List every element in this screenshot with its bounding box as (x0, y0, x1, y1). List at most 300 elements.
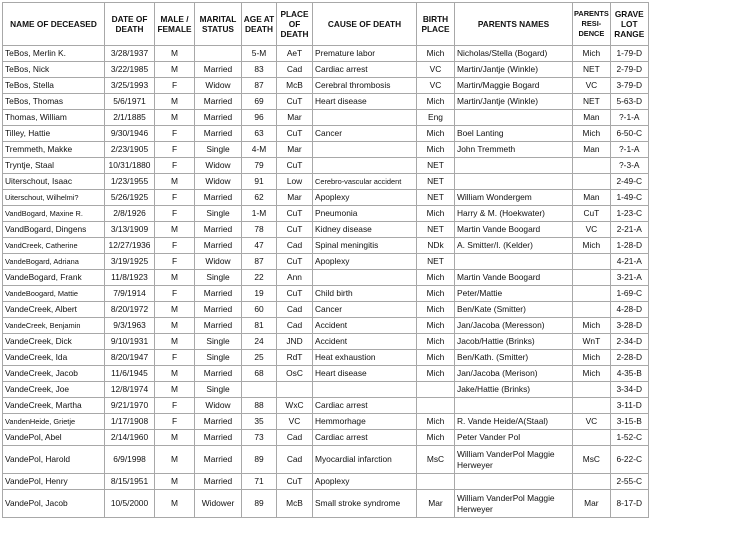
cell-residence (573, 158, 611, 174)
cell-place: Mar (277, 142, 313, 158)
cell-name: VandePol, Harold (3, 446, 105, 474)
cell-sex: M (155, 490, 195, 518)
cell-residence: Man (573, 142, 611, 158)
cell-parents: John Tremmeth (455, 142, 573, 158)
cell-marital: Widower (195, 490, 242, 518)
cell-residence: Man (573, 110, 611, 126)
cell-birth: Mich (417, 334, 455, 350)
cell-age: 73 (242, 430, 277, 446)
cell-place: Ann (277, 270, 313, 286)
cell-place: AeT (277, 46, 313, 62)
cell-sex: F (155, 78, 195, 94)
table-row (3, 94, 649, 110)
cell-date: 1/17/1908 (105, 414, 155, 430)
cell-residence: Mich (573, 350, 611, 366)
cell-grave: 4-35-B (610, 366, 648, 382)
cell-name: VandeBoogard, Mattie (3, 286, 105, 302)
cell-marital: Widow (195, 78, 242, 94)
cell-date: 8/20/1947 (105, 350, 155, 366)
cell-place: Cad (277, 446, 313, 474)
cell-sex: M (155, 430, 195, 446)
cell-name: VandeCreek, Albert (3, 302, 105, 318)
table-row (3, 254, 649, 270)
cell-name: VandeBogard, Adriana (3, 254, 105, 270)
cell-birth: Mich (417, 302, 455, 318)
cell-marital (195, 46, 242, 62)
table-row (3, 46, 649, 62)
cell-residence: VC (573, 222, 611, 238)
cell-residence (573, 302, 611, 318)
cell-age: 19 (242, 286, 277, 302)
cell-cause: Cardiac arrest (313, 430, 417, 446)
cell-name: VandeBogard, Frank (3, 270, 105, 286)
table-row (3, 222, 649, 238)
cell-grave: ?-1-A (610, 142, 648, 158)
cell-name: Tryntje, Staal (3, 158, 105, 174)
table-row (3, 414, 649, 430)
cell-parents: Jan/Jacoba (Meresson) (455, 318, 573, 334)
cell-marital: Married (195, 110, 242, 126)
cell-cause: Cerebral thrombosis (313, 78, 417, 94)
table-row (3, 270, 649, 286)
cell-date: 10/5/2000 (105, 490, 155, 518)
cell-marital: Married (195, 446, 242, 474)
cell-parents: Martin Vande Boogard (455, 222, 573, 238)
cell-cause: Cardiac arrest (313, 62, 417, 78)
cell-birth: NET (417, 254, 455, 270)
cell-birth: Mich (417, 286, 455, 302)
cell-cause (313, 142, 417, 158)
cell-residence: NET (573, 62, 611, 78)
header-grave: GRAVE LOT RANGE (610, 3, 648, 46)
cell-cause: Pneumonia (313, 206, 417, 222)
table-row (3, 142, 649, 158)
cell-date: 3/22/1985 (105, 62, 155, 78)
cell-name: VandeCreek, Benjamin (3, 318, 105, 334)
cell-marital: Married (195, 430, 242, 446)
cell-residence (573, 474, 611, 490)
cell-birth: Mich (417, 270, 455, 286)
header-residence: PARENTS RESI- DENCE (573, 3, 611, 46)
cell-name: VandeCreek, Ida (3, 350, 105, 366)
cell-grave: 3-79-D (610, 78, 648, 94)
cell-date: 3/28/1937 (105, 46, 155, 62)
cell-name: VandeCreek, Dick (3, 334, 105, 350)
cell-cause: Heat exhaustion (313, 350, 417, 366)
cell-name: TeBos, Merlin K. (3, 46, 105, 62)
cell-sex: M (155, 270, 195, 286)
cell-parents: Ben/Kath. (Smitter) (455, 350, 573, 366)
cell-place: CuT (277, 126, 313, 142)
cell-parents (455, 158, 573, 174)
cell-parents (455, 474, 573, 490)
cell-parents: Boel Lanting (455, 126, 573, 142)
cell-residence (573, 430, 611, 446)
cell-birth: Mich (417, 46, 455, 62)
cell-marital: Married (195, 126, 242, 142)
cell-grave: 1-49-C (610, 190, 648, 206)
cell-place: Cad (277, 62, 313, 78)
cell-cause: Heart disease (313, 94, 417, 110)
cell-date: 9/30/1946 (105, 126, 155, 142)
cell-birth: MsC (417, 446, 455, 474)
cell-sex: M (155, 334, 195, 350)
cell-grave: 3-11-D (610, 398, 648, 414)
header-age: AGE AT DEATH (242, 3, 277, 46)
cell-grave: 2-55-C (610, 474, 648, 490)
cell-age: 81 (242, 318, 277, 334)
cell-marital: Married (195, 366, 242, 382)
cell-sex: F (155, 254, 195, 270)
cell-place: Low (277, 174, 313, 190)
cell-residence: Man (573, 190, 611, 206)
cell-cause: Child birth (313, 286, 417, 302)
cell-age: 89 (242, 446, 277, 474)
cell-residence: Mich (573, 238, 611, 254)
cell-date: 5/26/1925 (105, 190, 155, 206)
cell-grave: 2-28-D (610, 350, 648, 366)
table-row (3, 78, 649, 94)
table-row (3, 174, 649, 190)
cell-date: 1/23/1955 (105, 174, 155, 190)
cell-place: Mar (277, 190, 313, 206)
cell-parents (455, 254, 573, 270)
cell-cause: Cardiac arrest (313, 398, 417, 414)
cell-birth: Mich (417, 126, 455, 142)
cell-name: VandePol, Jacob (3, 490, 105, 518)
cell-place: CuT (277, 474, 313, 490)
cell-name: VandenHeide, Grietje (3, 414, 105, 430)
cell-residence (573, 398, 611, 414)
cell-age: 87 (242, 254, 277, 270)
cell-sex: M (155, 62, 195, 78)
cell-parents: Martin/Jantje (Winkle) (455, 94, 573, 110)
cell-date: 2/23/1905 (105, 142, 155, 158)
cell-birth: NET (417, 158, 455, 174)
cell-age: 5-M (242, 46, 277, 62)
header-parents: PARENTS NAMES (455, 3, 573, 46)
cell-name: Tilley, Hattie (3, 126, 105, 142)
table-row (3, 334, 649, 350)
cell-name: Thomas, William (3, 110, 105, 126)
cell-sex: F (155, 238, 195, 254)
cell-sex: M (155, 46, 195, 62)
cell-age (242, 382, 277, 398)
cell-birth: Mich (417, 414, 455, 430)
cell-name: VandeCreek, Martha (3, 398, 105, 414)
cell-grave: 3-28-D (610, 318, 648, 334)
cell-date: 9/3/1963 (105, 318, 155, 334)
cell-grave: 8-17-D (610, 490, 648, 518)
cell-residence: Mich (573, 318, 611, 334)
cell-parents (455, 174, 573, 190)
table-row (3, 62, 649, 78)
table-row (3, 126, 649, 142)
cell-date: 11/6/1945 (105, 366, 155, 382)
cell-date: 5/6/1971 (105, 94, 155, 110)
cell-date: 12/27/1936 (105, 238, 155, 254)
cell-cause: Hemmorhage (313, 414, 417, 430)
cell-sex: M (155, 446, 195, 474)
cell-place: VC (277, 414, 313, 430)
cell-age: 91 (242, 174, 277, 190)
cell-date: 3/19/1925 (105, 254, 155, 270)
cell-sex: F (155, 142, 195, 158)
table-row (3, 110, 649, 126)
header-cause: CAUSE OF DEATH (313, 3, 417, 46)
cell-birth (417, 474, 455, 490)
header-marital: MARITAL STATUS (195, 3, 242, 46)
cell-birth: Mich (417, 350, 455, 366)
cell-residence: MsC (573, 446, 611, 474)
cell-place: Mar (277, 110, 313, 126)
cell-age: 88 (242, 398, 277, 414)
cell-residence: CuT (573, 206, 611, 222)
cell-place: McB (277, 78, 313, 94)
header-name: NAME OF DECEASED (3, 3, 105, 46)
cell-cause: Cerebro-vascular accident (313, 174, 417, 190)
cell-name: Tremmeth, Makke (3, 142, 105, 158)
cell-cause: Myocardial infarction (313, 446, 417, 474)
cell-birth: VC (417, 78, 455, 94)
cell-birth (417, 382, 455, 398)
cell-marital: Married (195, 190, 242, 206)
cell-residence: Mich (573, 46, 611, 62)
deceased-records-table (2, 2, 649, 518)
cell-grave: ?-1-A (610, 110, 648, 126)
cell-place: CuT (277, 254, 313, 270)
table-row (3, 190, 649, 206)
table-row (3, 382, 649, 398)
cell-marital: Widow (195, 174, 242, 190)
cell-place: WxC (277, 398, 313, 414)
cell-place: Cad (277, 238, 313, 254)
cell-birth: NET (417, 222, 455, 238)
cell-date: 9/21/1970 (105, 398, 155, 414)
cell-residence: Mar (573, 490, 611, 518)
cell-marital: Married (195, 286, 242, 302)
cell-age: 62 (242, 190, 277, 206)
cell-age: 1-M (242, 206, 277, 222)
cell-residence (573, 270, 611, 286)
cell-name: Uiterschout, Isaac (3, 174, 105, 190)
cell-marital: Married (195, 414, 242, 430)
cell-cause (313, 110, 417, 126)
cell-date: 3/13/1909 (105, 222, 155, 238)
cell-parents: Ben/Kate (Smitter) (455, 302, 573, 318)
cell-birth (417, 398, 455, 414)
cell-marital: Married (195, 238, 242, 254)
cell-marital: Widow (195, 398, 242, 414)
cell-sex: M (155, 174, 195, 190)
table-row (3, 206, 649, 222)
cell-cause: Apoplexy (313, 474, 417, 490)
cell-date: 2/14/1960 (105, 430, 155, 446)
cell-name: VandePol, Henry (3, 474, 105, 490)
cell-name: VandCreek, Catherine (3, 238, 105, 254)
cell-place: RdT (277, 350, 313, 366)
cell-date: 3/25/1993 (105, 78, 155, 94)
table-row (3, 366, 649, 382)
cell-age: 79 (242, 158, 277, 174)
cell-sex: M (155, 222, 195, 238)
cell-parents: William VanderPol Maggie Herweyer (455, 446, 573, 474)
cell-cause: Accident (313, 334, 417, 350)
cell-place: JND (277, 334, 313, 350)
cell-sex: M (155, 110, 195, 126)
cell-sex: M (155, 302, 195, 318)
cell-grave: 4-21-A (610, 254, 648, 270)
cell-parents: Peter/Mattie (455, 286, 573, 302)
cell-birth: Mich (417, 318, 455, 334)
cell-parents: William Wondergem (455, 190, 573, 206)
cell-grave: 1-52-C (610, 430, 648, 446)
cell-grave: 1-79-D (610, 46, 648, 62)
cell-age: 60 (242, 302, 277, 318)
cell-grave: 1-28-D (610, 238, 648, 254)
cell-grave: 2-21-A (610, 222, 648, 238)
cell-birth: Eng (417, 110, 455, 126)
cell-age: 35 (242, 414, 277, 430)
cell-marital: Married (195, 222, 242, 238)
table-row (3, 350, 649, 366)
cell-sex: M (155, 318, 195, 334)
cell-date: 8/20/1972 (105, 302, 155, 318)
cell-grave: 6-22-C (610, 446, 648, 474)
cell-parents (455, 110, 573, 126)
cell-birth: Mich (417, 94, 455, 110)
header-birth: BIRTH PLACE (417, 3, 455, 46)
cell-residence: NET (573, 94, 611, 110)
table-row (3, 302, 649, 318)
cell-parents: Harry & M. (Hoekwater) (455, 206, 573, 222)
cell-sex: F (155, 158, 195, 174)
cell-cause: Cancer (313, 126, 417, 142)
cell-sex: F (155, 206, 195, 222)
cell-cause: Accident (313, 318, 417, 334)
cell-date: 11/8/1923 (105, 270, 155, 286)
cell-place: Cad (277, 430, 313, 446)
cell-name: VandePol, Abel (3, 430, 105, 446)
cell-marital: Widow (195, 254, 242, 270)
cell-marital: Single (195, 350, 242, 366)
cell-residence (573, 254, 611, 270)
cell-name: VandBogard, Dingens (3, 222, 105, 238)
cell-sex: F (155, 414, 195, 430)
header-place: PLACE OF DEATH (277, 3, 313, 46)
cell-age: 47 (242, 238, 277, 254)
cell-residence: VC (573, 78, 611, 94)
cell-sex: F (155, 190, 195, 206)
cell-cause (313, 158, 417, 174)
cell-sex: M (155, 474, 195, 490)
cell-cause: Premature labor (313, 46, 417, 62)
cell-date: 9/10/1931 (105, 334, 155, 350)
cell-marital: Married (195, 474, 242, 490)
table-row (3, 318, 649, 334)
cell-residence: Mich (573, 366, 611, 382)
cell-parents: Peter Vander Pol (455, 430, 573, 446)
cell-parents: Jan/Jacoba (Merison) (455, 366, 573, 382)
table-row (3, 446, 649, 474)
cell-marital: Single (195, 382, 242, 398)
cell-place: CuT (277, 286, 313, 302)
cell-sex: M (155, 366, 195, 382)
table-row (3, 398, 649, 414)
cell-grave: 3-21-A (610, 270, 648, 286)
cell-age: 63 (242, 126, 277, 142)
cell-age: 96 (242, 110, 277, 126)
table-row (3, 286, 649, 302)
cell-marital: Single (195, 142, 242, 158)
cell-residence: Mich (573, 126, 611, 142)
cell-parents: Jake/Hattie (Brinks) (455, 382, 573, 398)
cell-age: 78 (242, 222, 277, 238)
cell-birth: Mich (417, 430, 455, 446)
cell-grave: 2-49-C (610, 174, 648, 190)
cell-cause: Apoplexy (313, 190, 417, 206)
cell-age: 25 (242, 350, 277, 366)
cell-date: 12/8/1974 (105, 382, 155, 398)
cell-age: 71 (242, 474, 277, 490)
cell-parents: Martin Vande Boogard (455, 270, 573, 286)
cell-grave: 1-69-C (610, 286, 648, 302)
table-row (3, 158, 649, 174)
cell-residence (573, 286, 611, 302)
cell-age: 87 (242, 78, 277, 94)
cell-marital: Single (195, 270, 242, 286)
cell-cause: Apoplexy (313, 254, 417, 270)
cell-place: CuT (277, 94, 313, 110)
cell-place: CuT (277, 158, 313, 174)
cell-marital: Single (195, 334, 242, 350)
cell-cause: Small stroke syndrome (313, 490, 417, 518)
cell-name: TeBos, Thomas (3, 94, 105, 110)
cell-age: 24 (242, 334, 277, 350)
header-sex: MALE / FEMALE (155, 3, 195, 46)
cell-residence (573, 382, 611, 398)
cell-parents: A. Smitter/I. (Kelder) (455, 238, 573, 254)
cell-marital: Married (195, 62, 242, 78)
cell-residence (573, 174, 611, 190)
cell-sex: F (155, 350, 195, 366)
cell-date: 2/8/1926 (105, 206, 155, 222)
cell-marital: Married (195, 94, 242, 110)
table-row (3, 490, 649, 518)
header-row (3, 3, 649, 46)
cell-date: 2/1/1885 (105, 110, 155, 126)
cell-date: 6/9/1998 (105, 446, 155, 474)
cell-grave: 2-79-D (610, 62, 648, 78)
cell-place: OsC (277, 366, 313, 382)
cell-name: VandeCreek, Jacob (3, 366, 105, 382)
cell-grave: 3-34-D (610, 382, 648, 398)
cell-name: TeBos, Nick (3, 62, 105, 78)
cell-birth: NET (417, 190, 455, 206)
cell-cause (313, 270, 417, 286)
cell-sex: F (155, 286, 195, 302)
cell-place: McB (277, 490, 313, 518)
cell-residence: VC (573, 414, 611, 430)
cell-place: CuT (277, 206, 313, 222)
cell-birth: Mich (417, 206, 455, 222)
cell-sex: M (155, 94, 195, 110)
cell-parents (455, 398, 573, 414)
cell-age: 83 (242, 62, 277, 78)
cell-parents: R. Vande Heide/A(Staal) (455, 414, 573, 430)
table-row (3, 430, 649, 446)
cell-parents: Martin/Jantje (Winkle) (455, 62, 573, 78)
